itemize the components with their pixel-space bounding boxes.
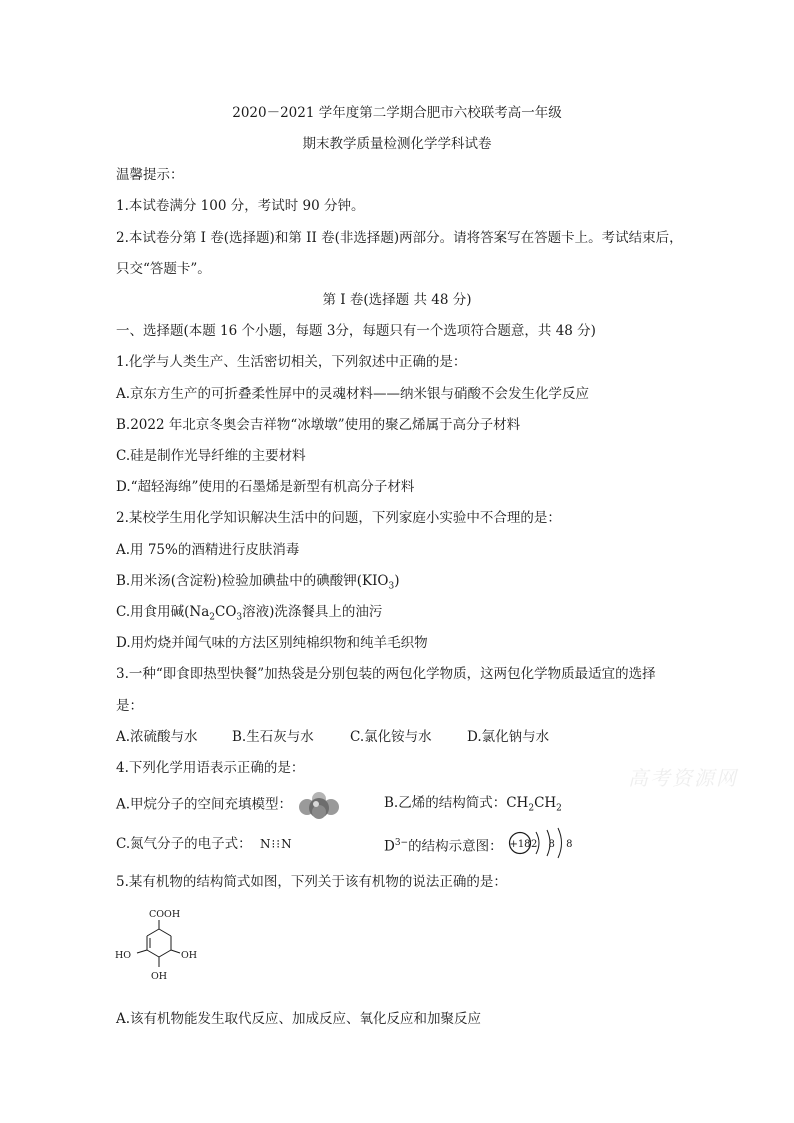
q2-option-b-sub: 3 bbox=[388, 581, 395, 592]
q4-option-a bbox=[116, 792, 342, 818]
q3-option-a: A.浓硫酸与水 bbox=[116, 729, 198, 745]
q5-option-a: A.该有机物能发生取代反应、加成反应、氧化反应和加聚反应 bbox=[116, 1011, 482, 1027]
q2-option-c-end: 溶液)洗涤餐具上的油污 bbox=[242, 604, 383, 620]
q1-option-d: D.“超轻海绵”使用的石墨烯是新型有机高分子材料 bbox=[116, 479, 415, 495]
q2-option-c-text: C.用食用碱(Na bbox=[116, 604, 210, 620]
q4-option-d-text2: 的结构示意图： bbox=[408, 838, 503, 855]
section-instructions: 一、选择题(本题 16 个小题，每题 3分，每题只有一个选项符合题意，共 48 分) bbox=[116, 323, 596, 339]
q4-option-c bbox=[116, 834, 293, 854]
q3-option-d: D.氯化钠与水 bbox=[467, 729, 550, 745]
q3-stem-line2: 是： bbox=[116, 698, 143, 714]
q3-option-c: C.氯化铵与水 bbox=[350, 729, 432, 745]
electron-shells: 2 8 8 bbox=[530, 839, 577, 850]
q4-option-b-text: B.乙烯的结构简式：CH bbox=[384, 795, 529, 811]
cooh-label: COOH bbox=[149, 909, 181, 920]
q4-option-b bbox=[384, 793, 562, 813]
q1-option-c: C.硅是制作光导纤维的主要材料 bbox=[116, 448, 306, 464]
q4-stem: 4.下列化学用语表示正确的是： bbox=[116, 760, 305, 776]
q2-option-a: A.用 75%的酒精进行皮肤消毒 bbox=[116, 542, 300, 558]
q4-option-d-text: D bbox=[384, 838, 395, 855]
exam-title-line2: 期末教学质量检测化学学科试卷 bbox=[302, 136, 492, 152]
methane-space-filling-model bbox=[296, 792, 342, 818]
q2-option-c bbox=[116, 602, 382, 622]
q2-option-b-end: ) bbox=[394, 573, 400, 589]
q2-option-c-sub2: 3 bbox=[236, 612, 243, 623]
ho-label: HO bbox=[115, 950, 132, 961]
q4-option-a-text: A.甲烷分子的空间充填模型： bbox=[116, 796, 293, 813]
q3-options bbox=[116, 727, 549, 747]
q4-option-b-sub2: 2 bbox=[556, 803, 562, 814]
q4-option-d-charge: 3− bbox=[394, 838, 409, 848]
q1-option-b: B.2022 年北京冬奥会吉祥物“冰墩墩”使用的聚乙烯属于高分子材料 bbox=[116, 417, 521, 433]
q2-option-d: D.用灼烧并闻气味的方法区别纯棉织物和纯羊毛织物 bbox=[116, 635, 428, 651]
oh-bottom-label: OH bbox=[151, 971, 168, 982]
q1-stem: 1.化学与人类生产、生活密切相关，下列叙述中正确的是： bbox=[116, 354, 467, 370]
ion-structure-diagram bbox=[507, 826, 577, 860]
oh-right-label: OH bbox=[181, 950, 198, 961]
q4-option-d bbox=[384, 834, 577, 860]
tips-item-2-line2: 只交“答题卡”。 bbox=[116, 261, 211, 277]
q1-option-a: A.京东方生产的可折叠柔性屏中的灵魂材料——纳米银与硝酸不会发生化学反应 bbox=[116, 386, 590, 402]
q2-option-b-text: B.用米汤(含淀粉)检验加碘盐中的碘酸钾(KIO bbox=[116, 573, 389, 589]
exam-title-line1: 2020－2021 学年度第二学期合肥市六校联考高一年级 bbox=[232, 105, 562, 121]
nucleus-charge: +18 bbox=[509, 839, 531, 850]
q2-option-b bbox=[116, 571, 400, 591]
q2-option-c-mid: CO bbox=[215, 604, 237, 620]
q3-option-b: B.生石灰与水 bbox=[232, 729, 314, 745]
watermark: 高考资源网 bbox=[628, 766, 738, 790]
tips-item-1: 1.本试卷满分 100 分，考试时 90 分钟。 bbox=[116, 198, 365, 214]
q4-option-c-text: C.氮气分子的电子式： bbox=[116, 836, 252, 852]
organic-structure-diagram bbox=[112, 905, 208, 995]
q3-stem-line1: 3.一种“即食即热型快餐”加热袋是分别包装的两包化学物质，这两包化学物质最适宜的选择 bbox=[116, 666, 656, 682]
section-title: 第 I 卷(选择题 共 48 分) bbox=[322, 292, 472, 308]
q2-stem: 2.某校学生用化学知识解决生活中的问题，下列家庭小实验中不合理的是： bbox=[116, 510, 561, 526]
q4-option-b-sub1: 2 bbox=[528, 803, 535, 814]
tips-heading: 温馨提示： bbox=[116, 167, 184, 183]
q2-option-c-sub1: 2 bbox=[209, 612, 216, 623]
q4-option-b-mid: CH bbox=[534, 795, 557, 811]
tips-item-2-line1: 2.本试卷分第 I 卷(选择题)和第 II 卷(非选择题)两部分。请将答案写在答题卡上。考试结束后， bbox=[116, 230, 683, 246]
q5-stem: 5.某有机物的结构简式如图，下列关于该有机物的说法正确的是： bbox=[116, 874, 507, 890]
nitrogen-electron-formula: N⁝⁝N bbox=[259, 837, 293, 851]
